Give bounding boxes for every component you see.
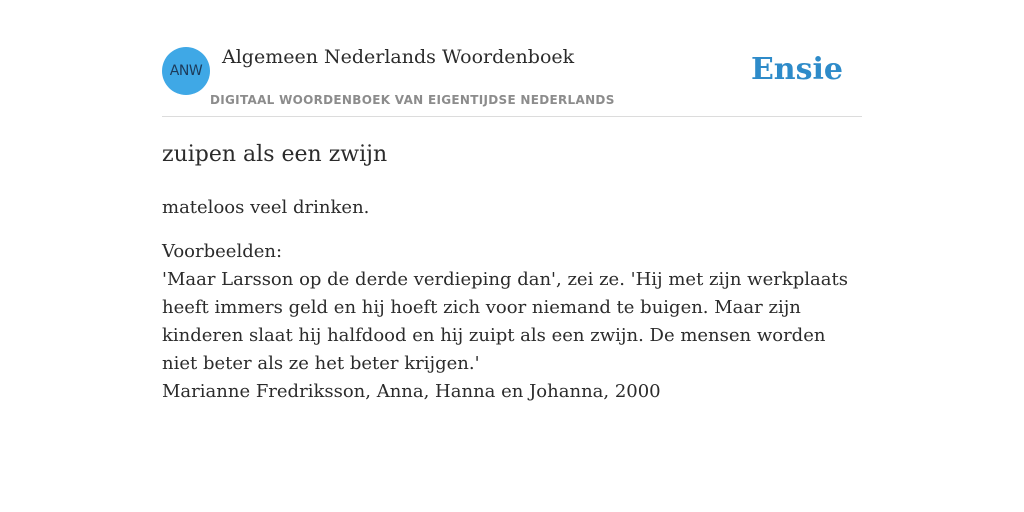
- site-title[interactable]: Algemeen Nederlands Woordenboek: [222, 46, 575, 68]
- entry-term: zuipen als een zwijn: [162, 142, 388, 167]
- entry-examples: [162, 238, 862, 406]
- anw-logo[interactable]: [162, 47, 210, 95]
- example-quote: 'Maar Larsson op de derde verdieping dan', zei ze. 'Hij met zijn werkplaats heeft immers geld en hij hoeft zich voor niemand te buigen. Maar zijn kinderen slaat hij halfdood en hij zuipt als een zwijn. De mensen worden niet beter als ze het beter krijgen.': [162, 269, 848, 374]
- site-subtitle: DIGITAAL WOORDENBOEK VAN EIGENTIJDSE NEDERLANDS: [210, 93, 615, 107]
- site-header: [162, 40, 862, 117]
- example-source: Marianne Fredriksson, Anna, Hanna en Johanna, 2000: [162, 381, 661, 402]
- entry-content: [162, 140, 862, 406]
- entry-definition: mateloos veel drinken.: [162, 197, 370, 218]
- logo-text: ANW: [169, 63, 203, 79]
- examples-label: Voorbeelden:: [162, 241, 283, 262]
- ensie-brand-link[interactable]: Ensie: [750, 52, 843, 87]
